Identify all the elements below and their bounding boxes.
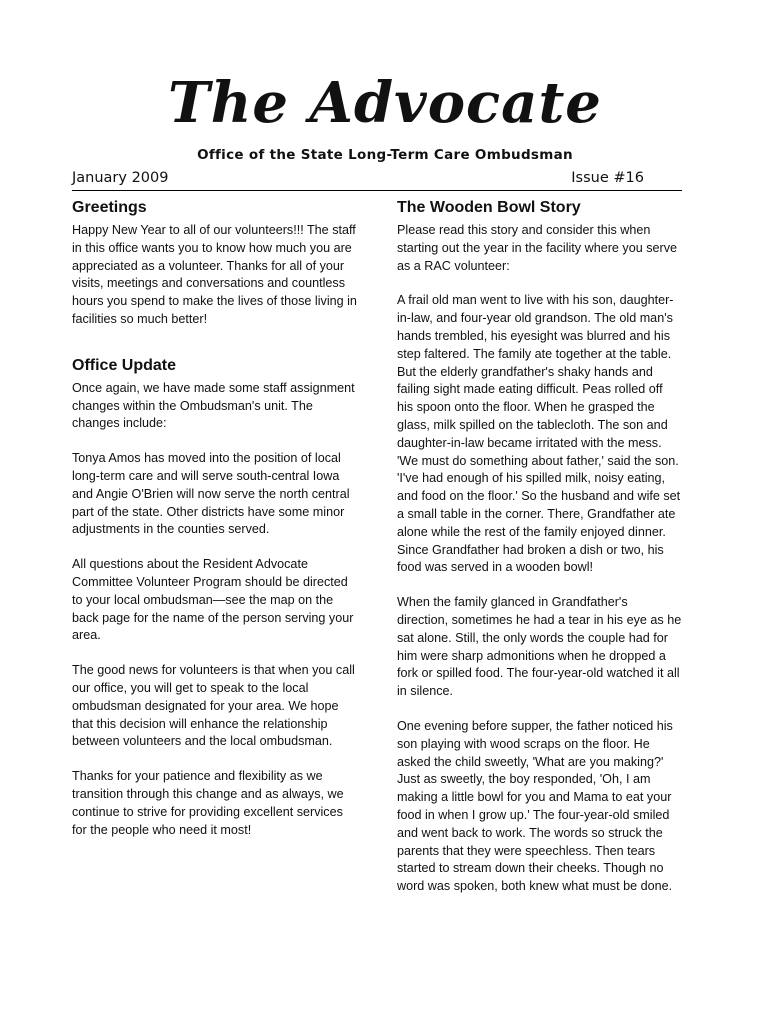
story-paragraph-4: One evening before supper, the father noticed his son playing with wood scraps on the floor. He asked the child sweetly, 'What are you making?' Just as sweetly, the boy responded, 'Oh, I am making a little bowl for you and Mama to eat your food in when I grow up.' The four-year-old smiled and went back to work. The words so struck the parents that they were speechless. Then tears started to stream down their cheeks. Though no word was spoken, both knew what must be done. xyxy=(397,718,673,894)
story-heading: The Wooden Bowl Story xyxy=(397,199,581,216)
office-paragraph-4: The good news for volunteers is that when you call our office, you will get to speak to the local ombudsman designated for your area. We hope that this decision will enhance the relationship between volunteers and the local ombudsman. xyxy=(72,663,355,749)
left-column xyxy=(72,198,357,856)
greetings-paragraph: Happy New Year to all of our volunteers!!! The staff in this office wants you to know how much you are appreciated as a volunteer. Thanks for all of your visits, meetings and conversations and countless hours you spend to make the lives of those living in facilities so much better! xyxy=(72,223,357,326)
story-paragraph-3: When the family glanced in Grandfather's direction, sometimes he had a tear in his eye as he sat alone. Still, the only words the couple had for him were sharp admonitions when he dropped a fork or spilled food. The four-year-old watched it all in silence. xyxy=(397,595,682,699)
office-paragraph-3: All questions about the Resident Advocate Committee Volunteer Program should be directed to your local ombudsman—see the map on the back page for the name of the person serving your area. xyxy=(72,557,354,643)
issue-number: Issue #16 xyxy=(571,170,644,186)
office-paragraph-5: Thanks for your patience and flexibility as we transition through this change and as always, we continue to strive for providing excellent services for the people who need it most! xyxy=(72,769,344,837)
issue-date: January 2009 xyxy=(72,170,169,186)
story-paragraph-2: A frail old man went to live with his son, daughter-in-law, and four-year old grandson. The old man's hands trembled, his eyesight was blurred and his step faltered. The family ate together at the table. But the elderly grandfather's shaky hands and failing sight made eating difficult. Peas rolled off his spoon onto the floor. When he grasped the glass, milk spilled on the tablecloth. The son and daughter-in-law became irritated with the mess. 'We must do something about father,' said the son. 'I've had enough of his spilled milk, noisy eating, and food on the floor.' So the husband and wife set a small table in the corner. There, Grandfather ate alone while the rest of the family enjoyed dinner. Since Grandfather had broken a dish or two, his food was served in a wooden bowl! xyxy=(397,293,681,575)
greetings-heading: Greetings xyxy=(72,199,147,216)
story-paragraph-1: Please read this story and consider this when starting out the year in the facility where you serve as a RAC volunteer: xyxy=(397,223,678,273)
office-paragraph-2: Tonya Amos has moved into the position of local long-term care and will serve south-central Iowa and Angie O'Brien will now serve the north central part of the state. Other districts have some minor adjustments in the counties served. xyxy=(72,451,350,537)
dateline xyxy=(72,168,682,191)
newsletter-subtitle: Office of the State Long-Term Care Ombudsman xyxy=(197,147,573,163)
office-paragraph-1: Once again, we have made some staff assignment changes within the Ombudsman's unit. The changes include: xyxy=(72,380,355,431)
right-column xyxy=(397,198,682,913)
newsletter-title: The Advocate xyxy=(168,70,602,136)
office-update-heading: Office Update xyxy=(72,356,177,374)
